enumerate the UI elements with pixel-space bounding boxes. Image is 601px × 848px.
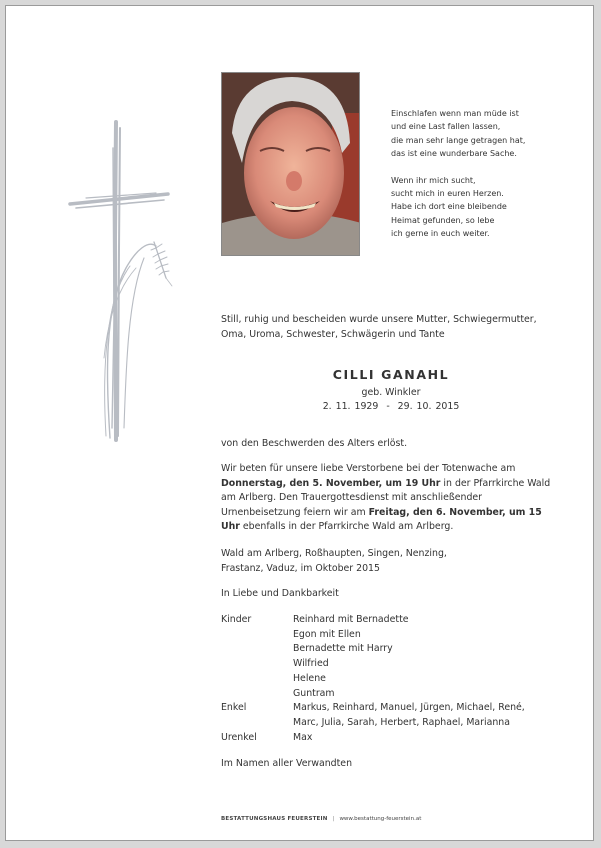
- service-text: [221, 462, 561, 535]
- family-name: Bernadette mit Harry: [293, 643, 393, 655]
- poem-stanza-2: Wenn ihr mich sucht, sucht mich in euren Herzen. Habe ich dort eine bleibende Heimat gefunden, so lebe ich gerne in euch weiter.: [391, 175, 507, 239]
- family-group-enkel: [221, 701, 593, 730]
- intro-text: Still, ruhig und bescheiden wurde unsere Mutter, Schwiegermutter, Oma, Uroma, Schwester, Schwägerin und Tante: [221, 314, 537, 340]
- family-names-kinder: [293, 613, 593, 701]
- deceased-name: CILLI GANAHL: [332, 367, 450, 382]
- family-name: Marc, Julia, Sarah, Herbert, Raphael, Marianna: [293, 716, 510, 728]
- family-name: Wilfried: [293, 658, 329, 670]
- footer: [221, 816, 421, 822]
- regards-text: In Liebe und Dankbarkeit: [221, 588, 339, 599]
- obituary-page: [5, 5, 594, 841]
- service-part-1: Wir beten für unsere liebe Verstorbene bei der Totenwache am: [221, 463, 516, 474]
- funeral-datetime: Freitag, den 6. November, um 15 Uhr: [221, 506, 542, 533]
- family-list: [221, 613, 593, 745]
- wake-datetime: Donnerstag, den 5. November, um 19 Uhr: [221, 477, 441, 489]
- family-name: Max: [293, 731, 313, 743]
- deceased-block: [221, 367, 561, 414]
- footer-url[interactable]: www.bestattung-feuerstein.at: [339, 816, 422, 822]
- place-line-2: Frastanz, Vaduz, im Oktober 2015: [221, 562, 380, 574]
- relief-text: von den Beschwerden des Alters erlöst.: [221, 438, 408, 449]
- cross-with-wheat-icon: [66, 118, 181, 448]
- family-names-urenkel: [293, 731, 593, 746]
- family-label-enkel: Enkel: [221, 702, 247, 714]
- family-label-kinder: Kinder: [221, 614, 252, 625]
- family-name: Helene: [293, 672, 326, 684]
- poem: [391, 107, 591, 254]
- footer-separator: |: [332, 816, 335, 822]
- family-names-enkel: [293, 701, 593, 730]
- family-name: Reinhard mit Bernadette: [293, 614, 409, 625]
- portrait-photo: [221, 72, 360, 256]
- service-part-2: in der Pfarrkirche Wald am Arlberg. Den Trauergottesdienst mit anschließender Urnenbeisetzung feiern wir am: [221, 477, 551, 518]
- family-name: Guntram: [293, 687, 335, 699]
- family-group-urenkel: [221, 731, 593, 746]
- place-date: [221, 547, 561, 576]
- closing-text: Im Namen aller Verwandten: [221, 758, 353, 769]
- family-name: Egon mit Ellen: [293, 628, 361, 640]
- family-name: Markus, Reinhard, Manuel, Jürgen, Michael, René,: [293, 702, 525, 714]
- poem-stanza-1: Einschlafen wenn man müde ist und eine Last fallen lassen, die man sehr lange getragen hat, das ist eine wunderbare Sache.: [391, 109, 526, 159]
- family-group-kinder: [221, 613, 593, 701]
- service-part-3: ebenfalls in der Pfarrkirche Wald am Arlberg.: [239, 521, 454, 533]
- life-dates: 2. 11. 1929 - 29. 10. 2015: [322, 401, 460, 412]
- place-line-1: Wald am Arlberg, Roßhaupten, Singen, Nenzing,: [221, 548, 447, 559]
- footer-brand: BESTATTUNGSHAUS FEUERSTEIN: [221, 816, 328, 822]
- family-label-urenkel: Urenkel: [221, 731, 257, 743]
- maiden-name: geb. Winkler: [361, 387, 421, 398]
